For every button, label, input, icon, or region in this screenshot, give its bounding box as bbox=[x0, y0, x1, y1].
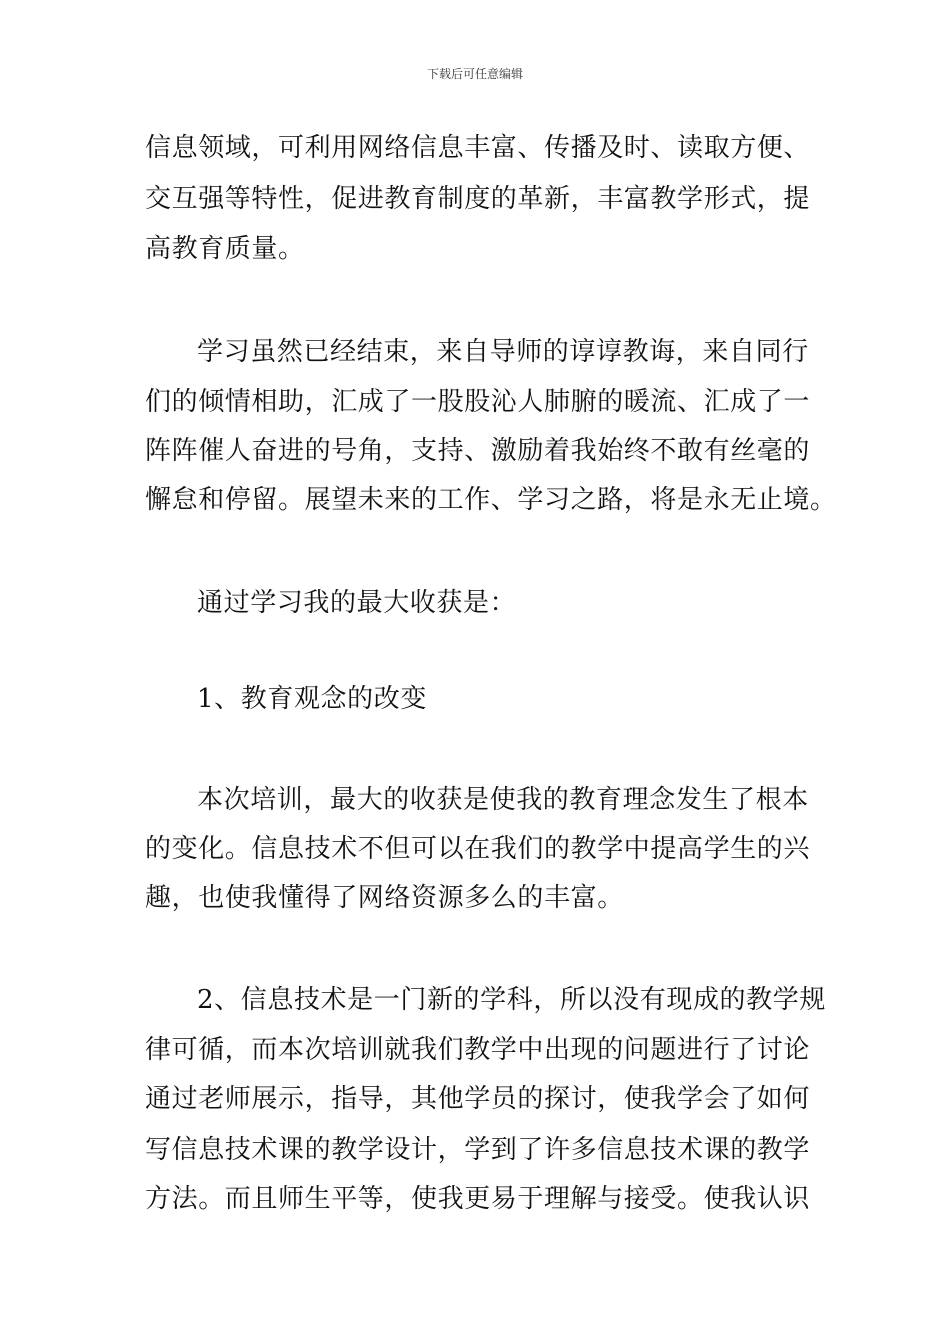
paragraph-2-line-3: 阵阵催人奋进的号角，支持、激励着我始终不敢有丝毫的 bbox=[145, 436, 811, 466]
paragraph-5-line-2: 的变化。信息技术不但可以在我们的教学中提高学生的兴 bbox=[145, 834, 811, 864]
paragraph-5-line-3: 趣，也使我懂得了网络资源多么的丰富。 bbox=[145, 883, 624, 913]
page-header: 下载后可任意编辑 bbox=[426, 67, 523, 81]
paragraph-1-line-3: 高教育质量。 bbox=[145, 234, 305, 264]
paragraph-5-line-1: 本次培训，最大的收获是使我的教育理念发生了根本 bbox=[197, 785, 809, 815]
paragraph-6-line-2: 律可循，而本次培训就我们教学中出现的问题进行了讨论 bbox=[145, 1035, 811, 1065]
paragraph-6-line-1: 2、信息技术是一门新的学科，所以没有现成的教学规 bbox=[197, 985, 826, 1015]
section-heading-1: 1、教育观念的改变 bbox=[197, 684, 427, 714]
paragraph-6-line-5: 方法。而且师生平等，使我更易于理解与接受。使我认识 bbox=[145, 1184, 811, 1214]
paragraph-6-line-3: 通过老师展示，指导，其他学员的探讨，使我学会了如何 bbox=[145, 1084, 811, 1114]
paragraph-2-line-4: 懈怠和停留。展望未来的工作、学习之路，将是永无止境。 bbox=[145, 485, 837, 515]
paragraph-1-line-2: 交互强等特性，促进教育制度的革新，丰富教学形式，提 bbox=[145, 184, 811, 214]
paragraph-6-line-4: 写信息技术课的教学设计，学到了许多信息技术课的教学 bbox=[145, 1135, 811, 1165]
paragraph-3-line-1: 通过学习我的最大收获是： bbox=[197, 588, 517, 618]
paragraph-1-line-1: 信息领域，可利用网络信息丰富、传播及时、读取方便、 bbox=[145, 133, 811, 163]
paragraph-2-line-1: 学习虽然已经结束，来自导师的谆谆教诲，来自同行 bbox=[197, 337, 809, 367]
paragraph-2-line-2: 们的倾情相助，汇成了一股股沁人肺腑的暖流、汇成了一 bbox=[145, 387, 811, 417]
